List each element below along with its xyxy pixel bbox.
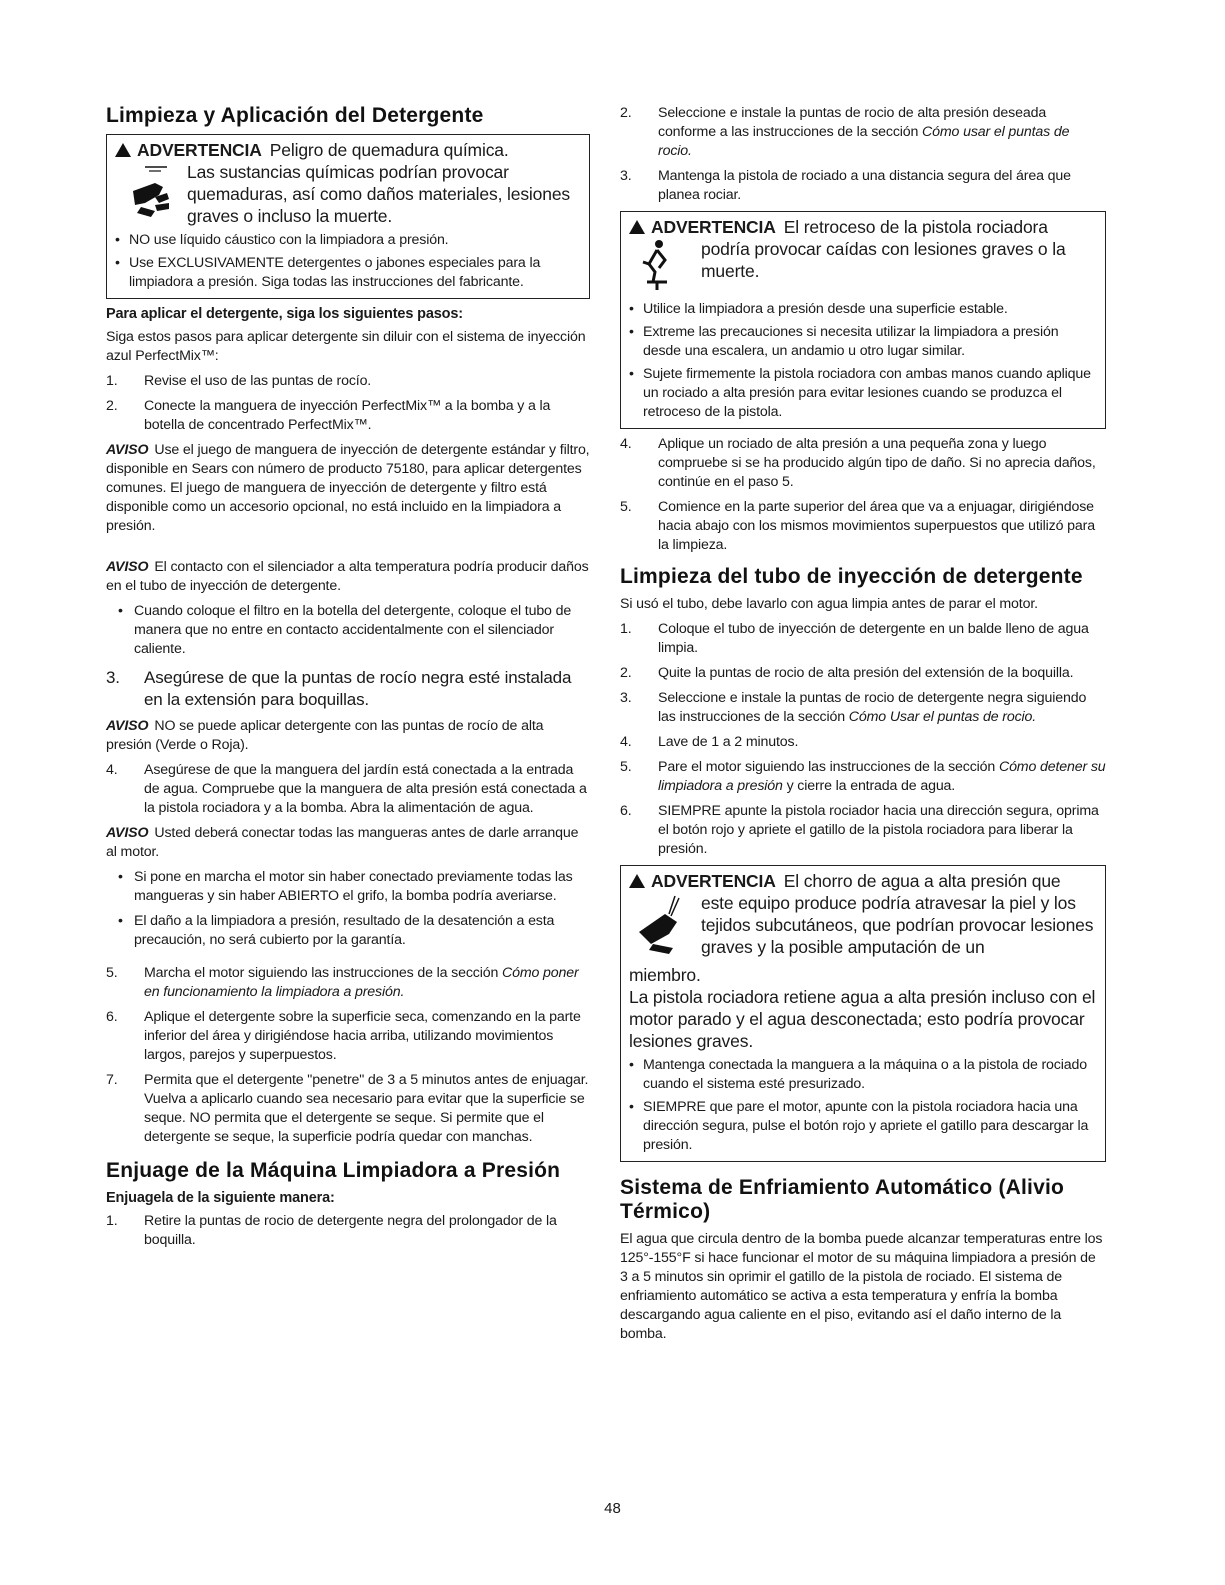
list-item: 6. SIEMPRE apunte la pistola rociador hacia una dirección segura, oprima el botón rojo y apriete el gatillo de la pistola rociadora para liberar la presión. xyxy=(620,803,1099,857)
list-item: 1. Revise el uso de las puntas de rocío. xyxy=(106,373,372,389)
warning-header xyxy=(629,870,1097,892)
list-item: 3. Seleccione e instale la puntas de rocio de detergente negra siguiendo las instrucciones de la sección Cómo Usar el puntas de rocio. xyxy=(620,690,1087,725)
list-item: 2. Seleccione e instale la puntas de rocio de alta presión deseada conforme a las instrucciones de la sección Cómo usar el puntas de rocio. xyxy=(620,105,1070,159)
list-item: 2. Conecte la manguera de inyección PerfectMix™ a la bomba y a la botella de concentrado PerfectMix™. xyxy=(106,398,551,433)
list-item: • Utilice la limpiadora a presión desde una superficie estable. xyxy=(629,301,1008,317)
section-title-injection-tube: Limpieza del tubo de inyección de detergente xyxy=(620,565,1083,588)
list-item: • SIEMPRE que pare el motor, apunte con la pistola rociadora hacia una dirección segura, pulse el botón rojo y apriete el gatillo para descargar la presión. xyxy=(629,1099,1089,1153)
warning-triangle-icon xyxy=(629,220,645,234)
list-item: 5. Marcha el motor siguiendo las instrucciones de la sección Cómo poner en funcionamiento la limpiadora a presión. xyxy=(106,965,579,1000)
warning-headline: El retroceso de la pistola rociadora xyxy=(783,217,1048,237)
warning-label: ADVERTENCIA xyxy=(651,217,776,237)
list-item: 1. Coloque el tubo de inyección de detergente en un balde lleno de agua limpia. xyxy=(620,621,1089,656)
falling-person-icon xyxy=(629,238,701,296)
right-column xyxy=(620,104,1106,1350)
list-item: 4. Lave de 1 a 2 minutos. xyxy=(620,734,799,750)
warning-body xyxy=(115,161,581,227)
list-item: 5. Comience en la parte superior del área que va a enjuagar, dirigiéndose hacia abajo con los mismos movimientos superpuestos que utilizó para la limpieza. xyxy=(620,499,1095,553)
section-title-cooling: Sistema de Enfriamiento Automático (Alivio Térmico) xyxy=(620,1176,1065,1223)
list-item: • NO use líquido cáustico con la limpiadora a presión. xyxy=(115,232,449,248)
warning-label: ADVERTENCIA xyxy=(651,871,776,891)
warning-triangle-icon xyxy=(115,143,131,157)
list-item: 3. Asegúrese de que la puntas de rocío negra esté instalada en la extensión para boquillas. xyxy=(106,668,572,709)
list-item: 3. Mantenga la pistola de rociado a una distancia segura del área que planea rociar. xyxy=(620,168,1071,203)
warning-text: Las sustancias químicas podrían provocar quemaduras, así como daños materiales, lesiones graves o incluso la muerte. xyxy=(187,162,571,226)
left-column xyxy=(106,104,590,1256)
subheading-rinse: Enjuagela de la siguiente manera: xyxy=(106,1190,335,1206)
cooling-paragraph: El agua que circula dentro de la bomba puede alcanzar temperaturas entre los 125°-155°F si hace funcionar el motor de su máquina limpiadora a presión de 3 a 5 minutos sin oprimir el gatillo de la pistola de rociado. El sistema de enfriamiento automático se activa a esta temperatura y enfría la bomba descargando agua caliente en el piso, evitando así el daño interno de la bomba. xyxy=(620,1231,1103,1342)
list-item: 6. Aplique el detergente sobre la superficie seca, comenzando en la parte inferior del área y dirigiéndose hacia arriba, utilizando movimientos largos, parejos y superpuestos. xyxy=(106,1009,581,1063)
list-item: • Si pone en marcha el motor sin haber conectado previamente todas las mangueras y sin haber ABIERTO el grifo, la bomba podría averiarse. xyxy=(118,869,573,904)
list-item: • Extreme las precauciones si necesita utilizar la limpiadora a presión desde una escalera, un andamio u otro lugar similar. xyxy=(629,324,1059,359)
intro-paragraph: Siga estos pasos para aplicar detergente sin diluir con el sistema de inyección azul PerfectMix™: xyxy=(106,329,586,364)
list-item: 7. Permita que el detergente "penetre" de 3 a 5 minutos antes de enjuagar. Vuelva a aplicarlo cuando sea necesario para evitar que la superficie se seque. NO permita que el detergente se seque. Si permite que el detergente se seque, la superficie podría quedar con manchas. xyxy=(106,1072,589,1145)
warning-text: este equipo produce podría atravesar la piel y los tejidos subcutáneos, que podrían provocar lesiones graves y la posible amputación de un xyxy=(701,893,1094,957)
notice-paragraph: AVISO NO se puede aplicar detergente con las puntas de rocío de alta presión (Verde o Roja). xyxy=(106,718,544,753)
intro-paragraph: Si usó el tubo, debe lavarlo con agua limpia antes de parar el motor. xyxy=(620,596,1038,612)
list-item: • El daño a la limpiadora a presión, resultado de la desatención a esta precaución, no será cubierto por la garantía. xyxy=(118,913,555,948)
list-item: 4. Asegúrese de que la manguera del jardín está conectada a la entrada de agua. Compruebe que la manguera de alta presión está conectada a la pistola rociadora y a la bomba. Abra la alimentación de agua. xyxy=(106,762,587,816)
list-item: • Mantenga conectada la manguera a la máquina o a la pistola de rociado cuando el sistema esté presurizado. xyxy=(629,1057,1087,1092)
list-item: • Use EXCLUSIVAMENTE detergentes o jabones especiales para la limpiadora a presión. Siga todas las instrucciones del fabricante. xyxy=(115,255,541,290)
page-number: 48 xyxy=(604,1500,621,1517)
warning-text: podría provocar caídas con lesiones graves o la muerte. xyxy=(701,239,1066,281)
warning-body xyxy=(629,238,1097,296)
warning-headline: El chorro de agua a alta presión que xyxy=(783,871,1061,891)
warning-header xyxy=(629,216,1097,238)
chemical-burn-hand-icon xyxy=(115,161,187,227)
notice-paragraph: AVISO El contacto con el silenciador a alta temperatura podría producir daños en el tubo de inyección de detergente. xyxy=(106,559,589,594)
notice-paragraph: AVISO Use el juego de manguera de inyección de detergente estándar y filtro, disponible en Sears con número de producto 75180, para aplicar detergentes comunes. El juego de manguera de inyección de detergente y filtro está disponible como un accesorio opcional, no está incluido en la limpiadora a presión. xyxy=(106,442,590,534)
list-item: • Cuando coloque el filtro en la botella del detergente, coloque el tubo de manera que no entre en contacto accidentalmente con el silenciador caliente. xyxy=(118,603,572,657)
warning-text-extra: La pistola rociadora retiene agua a alta presión incluso con el motor parado y el agua desconectada; esto podría provocar lesiones graves. xyxy=(629,987,1096,1051)
warning-box-chemical xyxy=(106,134,590,299)
subheading-steps: Para aplicar el detergente, siga los siguientes pasos: xyxy=(106,306,463,322)
warning-box-recoil xyxy=(620,211,1106,429)
warning-header xyxy=(115,139,581,161)
warning-body xyxy=(629,892,1097,964)
notice-paragraph: AVISO Usted deberá conectar todas las mangueras antes de darle arranque al motor. xyxy=(106,825,579,860)
list-item: 1. Retire la puntas de rocio de detergente negra del prolongador de la boquilla. xyxy=(106,1213,557,1248)
section-title-detergent: Limpieza y Aplicación del Detergente xyxy=(106,104,484,127)
warning-text-continued: miembro. xyxy=(629,965,701,985)
section-title-rinse: Enjuage de la Máquina Limpiadora a Presión xyxy=(106,1159,561,1182)
list-item: 4. Aplique un rociado de alta presión a una pequeña zona y luego compruebe si se ha producido algún tipo de daño. Si no aprecia daños, continúe en el paso 5. xyxy=(620,436,1096,490)
warning-label: ADVERTENCIA xyxy=(137,140,262,160)
list-item: • Sujete firmemente la pistola rociadora con ambas manos cuando aplique un rociado a alta presión para evitar lesiones cuando se produzca el retroceso de la pistola. xyxy=(629,366,1091,420)
list-item: 2. Quite la puntas de rocio de alta presión del extensión de la boquilla. xyxy=(620,665,1074,681)
list-item: 5. Pare el motor siguiendo las instrucciones de la sección Cómo detener su limpiadora a presión y cierre la entrada de agua. xyxy=(620,759,1106,794)
warning-triangle-icon xyxy=(629,874,645,888)
skin-injection-icon xyxy=(629,892,701,964)
warning-box-high-pressure xyxy=(620,865,1106,1162)
warning-headline: Peligro de quemadura química. xyxy=(269,140,509,160)
